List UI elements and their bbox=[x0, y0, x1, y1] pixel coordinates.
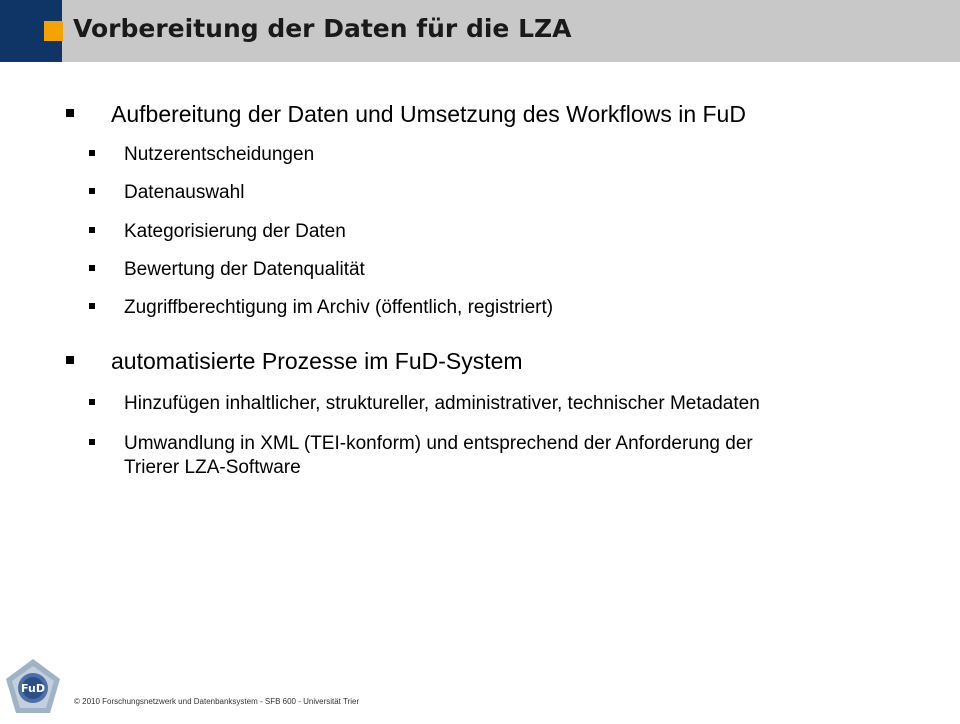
slide-content: Aufbereitung der Daten und Umsetzung des Workflows in FuD Nutzerentscheidungen Datenauswahl Kategorisierung der Daten Bewertung der Datenqualität Zugriffberechtigung im Archiv (öffentlich, registriert) automatisierte Prozesse im FuD-System Hinzufügen inhaltlicher, struktureller, administrativer, technischer Metadaten Umwandlung in XML (TEI-konform) und entsprechend der Anforderung der Trierer LZA-Software bbox=[0, 0, 960, 720]
bullet-square-icon bbox=[66, 109, 74, 117]
bullet-square-icon bbox=[89, 150, 95, 156]
footer-copyright: © 2010 Forschungsnetzwerk und Datenbanksystem - SFB 600 - Universität Trier bbox=[74, 697, 360, 706]
bullet-square-icon bbox=[89, 265, 95, 271]
fud-logo-icon bbox=[2, 657, 64, 719]
bullet-square-icon bbox=[89, 227, 95, 233]
bullet-square-icon bbox=[66, 356, 74, 364]
slide-title: Vorbereitung der Daten für die LZA bbox=[73, 14, 572, 43]
bullet-square-icon bbox=[89, 439, 95, 445]
logo-label: FuD bbox=[21, 682, 45, 695]
bullet-square-icon bbox=[89, 399, 95, 405]
bullet-square-icon bbox=[89, 188, 95, 194]
bullet-square-icon bbox=[89, 303, 95, 309]
